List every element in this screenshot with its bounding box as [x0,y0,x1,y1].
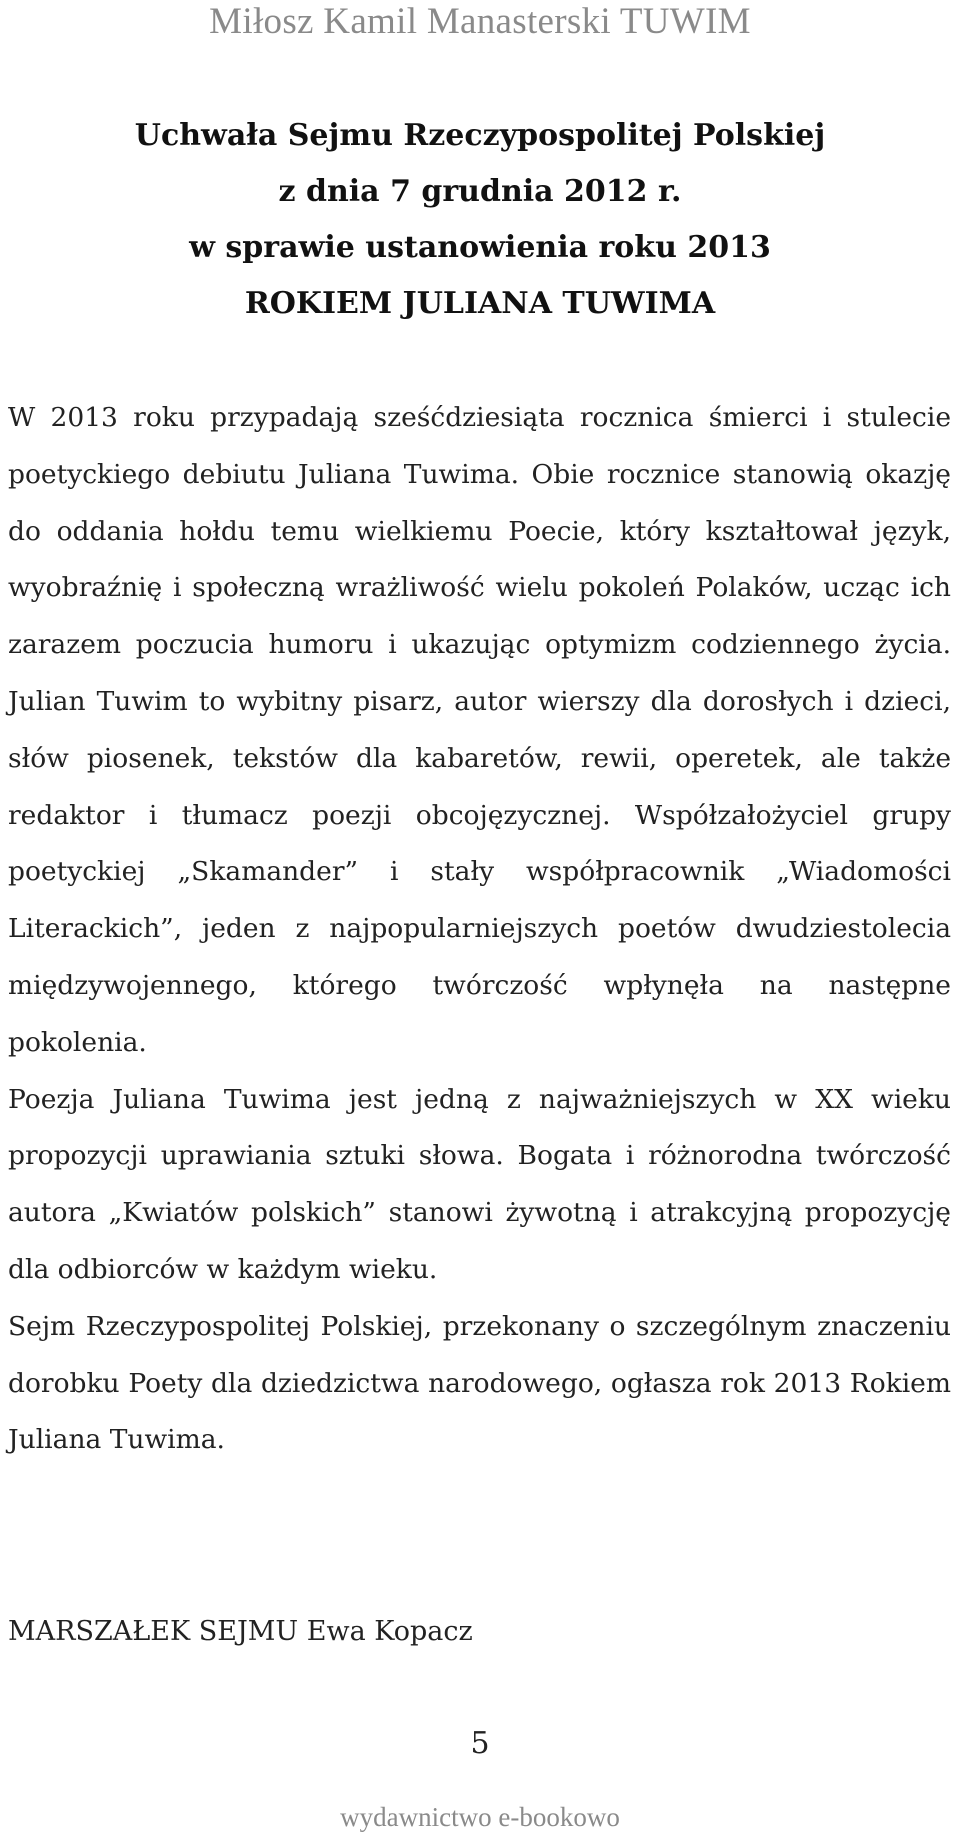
running-header: Miłosz Kamil Manasterski TUWIM [209,1,751,42]
resolution-body [8,390,951,1469]
title-line-4: ROKIEM JULIANA TUWIMA [244,286,716,321]
publisher-footer: wydawnictwo e-bookowo [340,1802,620,1832]
body-paragraph-1: W 2013 roku przypadają sześćdziesiąta rocznica śmierci i stulecie poetyckiego debiutu Juliana Tuwima. Obie rocznice stanowią okazję do oddania hołdu temu wielkiemu Poecie, który kształtował język, wyobraźnię i społeczną wrażliwość wielu pokoleń Polaków, ucząc ich zarazem poczucia humoru i ukazując optymizm codziennego życia. Julian Tuwim to wybitny pisarz, autor wierszy dla dorosłych i dzieci, słów piosenek, tekstów dla kabaretów, rewii, operetek, ale także redaktor i tłumacz poezji obcojęzycznej. Współzałożyciel grupy poetyckiej „Skamander” i stały współpracownik „Wiadomości Literackich”, jeden z najpopularniejszych poetów dwudziestolecia międzywojennego, którego twórczość wpłynęła na następne pokolenia. [8,402,951,1058]
title-line-2: z dnia 7 grudnia 2012 r. [278,174,682,209]
body-paragraph-2: Poezja Juliana Tuwima jest jedną z najważniejszych w XX wieku propozycji uprawiania sztuki słowa. Bogata i różnorodna twórczość autora „Kwiatów polskich” stanowi żywotną i atrakcyjną propozycję dla odbiorców w każdym wieku. [8,1083,951,1285]
body-paragraph-3: Sejm Rzeczypospolitej Polskiej, przekonany o szczególnym znaczeniu dorobku Poety dla dziedzictwa narodowego, ogłasza rok 2013 Rokiem Juliana Tuwima. [8,1310,951,1456]
page-number: 5 [470,1726,490,1761]
resolution-title [0,108,960,332]
title-line-1: Uchwała Sejmu Rzeczypospolitej Polskiej [134,118,826,153]
signature-line: MARSZAŁEK SEJMU Ewa Kopacz [8,1616,473,1647]
title-line-3: w sprawie ustanowienia roku 2013 [189,230,771,265]
